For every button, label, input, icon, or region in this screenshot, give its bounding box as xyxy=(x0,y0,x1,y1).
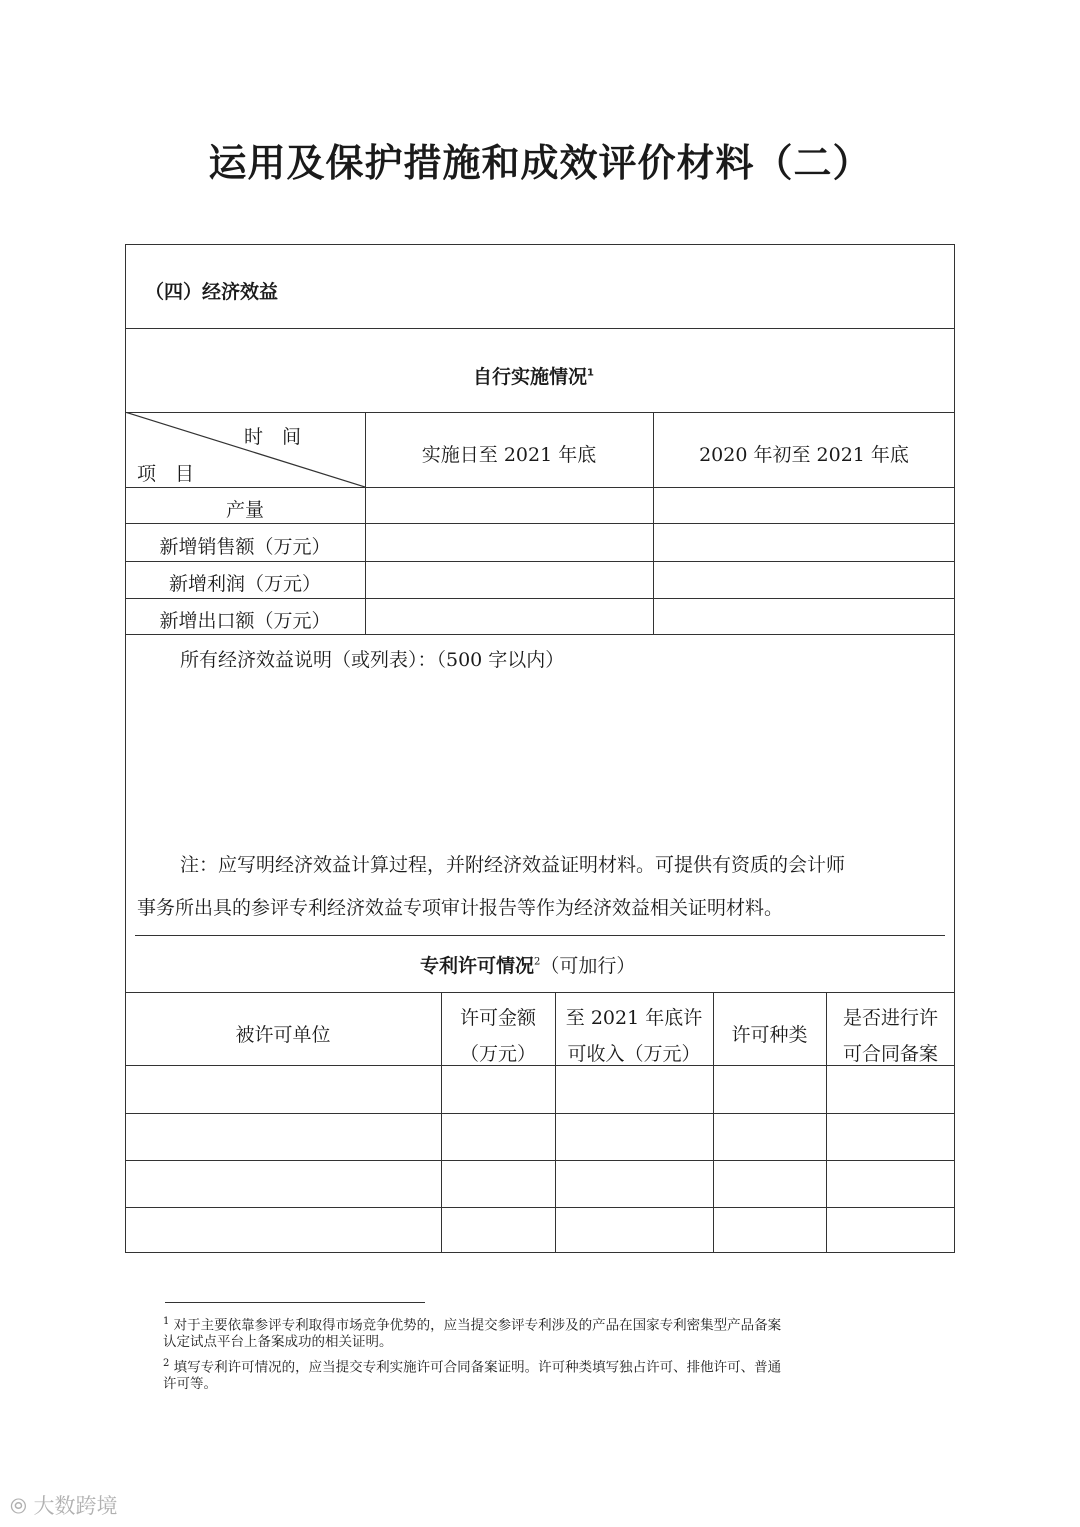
divider xyxy=(125,561,955,562)
column-header-contract-filed: 是否进行许 xyxy=(842,1007,938,1029)
divider xyxy=(125,634,955,635)
self-implementation-heading: 自行实施情况$^1$ xyxy=(473,366,594,388)
explanation-prompt: 所有经济效益说明（或列表）：（500 字以内） xyxy=(180,649,565,671)
row-label-new-sales: 新增销售额（万元） xyxy=(159,536,331,558)
header-item-label: 项 目 xyxy=(137,463,195,485)
column-header-contract-filed-cont: 可合同备案 xyxy=(842,1043,938,1065)
footnote-2: $^2$ 填写专利许可情况的，应当提交专利实施许可合同备案证明。许可种类填写独占许可、排他许可、普通 xyxy=(163,1358,782,1376)
footnote-1-continued: 认定试点平台上备案成功的相关证明。 xyxy=(163,1334,393,1350)
row-label-output: 产量 xyxy=(225,499,264,521)
footnote-separator xyxy=(165,1302,425,1303)
divider xyxy=(125,992,955,993)
divider xyxy=(555,992,556,1253)
column-header-impl-to-2021: 实施日至 2021 年底 xyxy=(421,444,597,466)
section-heading: （四）经济效益 xyxy=(145,281,279,303)
divider xyxy=(135,935,945,936)
divider xyxy=(125,598,955,599)
column-header-license-type: 许可种类 xyxy=(731,1024,808,1046)
divider xyxy=(125,1113,955,1114)
explanation-note-continued: 事务所出具的参评专利经济效益专项审计报告等作为经济效益相关证明材料。 xyxy=(137,897,784,919)
row-label-new-profit: 新增利润（万元） xyxy=(168,573,321,595)
divider xyxy=(125,328,955,329)
divider xyxy=(125,487,955,488)
footnote-2-continued: 许可等。 xyxy=(163,1376,217,1392)
column-header-2020-to-2021: 2020 年初至 2021 年底 xyxy=(699,444,909,466)
divider xyxy=(125,1207,955,1208)
watermark-logo: ⦾ 大数跨境 xyxy=(10,1494,118,1518)
column-header-income-unit: 可收入（万元） xyxy=(567,1043,701,1065)
divider xyxy=(125,1160,955,1161)
divider xyxy=(441,992,442,1253)
evaluation-form-table xyxy=(125,244,955,1253)
divider xyxy=(826,992,827,1253)
row-label-new-export: 新增出口额（万元） xyxy=(159,610,331,632)
explanation-note: 注：应写明经济效益计算过程，并附经济效益证明材料。可提供有资质的会计师 xyxy=(180,854,846,876)
page-title: 运用及保护措施和成效评价材料（二） xyxy=(208,141,872,185)
license-heading: 专利许可情况$^2$（可加行） xyxy=(420,955,636,977)
column-header-income: 至 2021 年底许 xyxy=(565,1007,703,1029)
column-header-licensee: 被许可单位 xyxy=(235,1024,331,1046)
divider xyxy=(125,523,955,524)
column-header-amount-unit: （万元） xyxy=(459,1043,536,1065)
footnote-1: $^1$ 对于主要依靠参评专利取得市场竞争优势的，应当提交参评专利涉及的产品在国家专利密集型产品备案 xyxy=(163,1316,782,1334)
watermark-icon: ⦾ xyxy=(10,1494,27,1518)
header-time-label: 时 间 xyxy=(244,426,302,448)
column-header-amount: 许可金额 xyxy=(459,1007,536,1029)
